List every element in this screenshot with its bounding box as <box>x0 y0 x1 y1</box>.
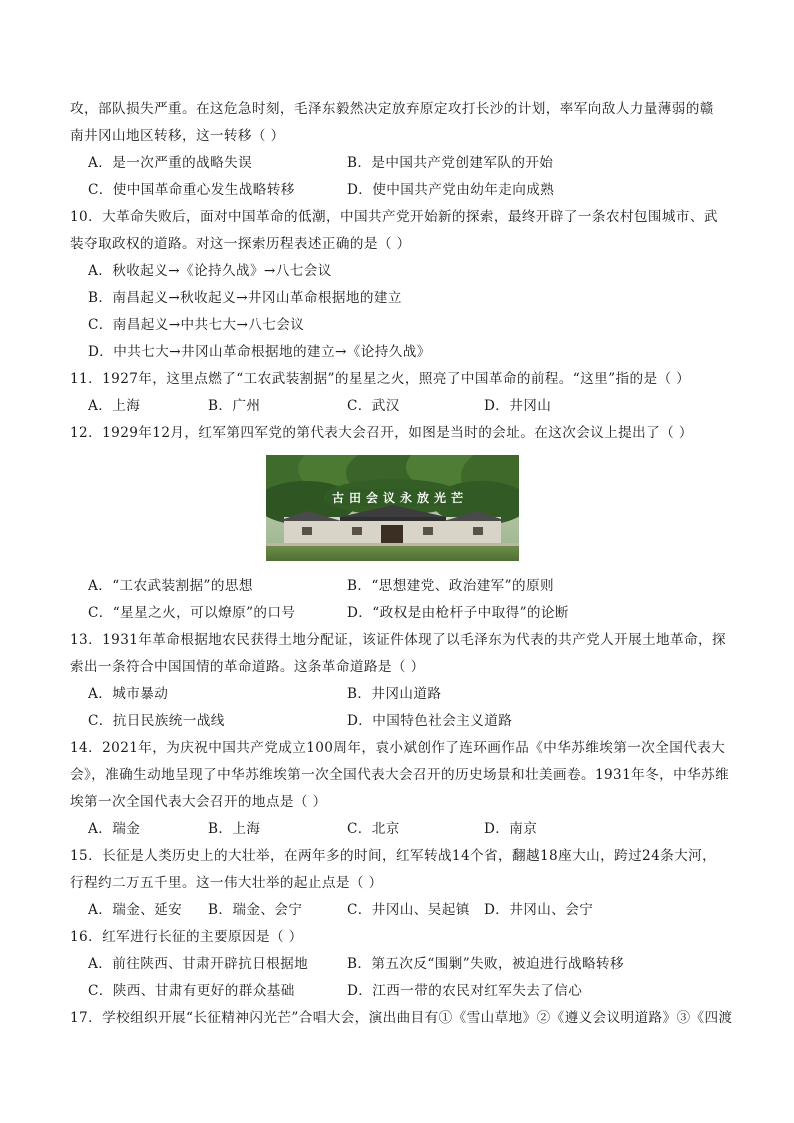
q9-stem-line-2: 南井冈山地区转移，这一转移（ ） <box>70 128 285 144</box>
q14-stem-line-1: 14．2021年，为庆祝中国共产党成立100周年，袁小斌创作了连环画作品《中华苏维埃第一次全国代表大 <box>70 740 726 756</box>
q16-option-b: B．第五次反“围剿”失败，被迫进行战略转移 <box>347 956 624 972</box>
q16-stem-line-1: 16．红军进行长征的主要原因是（ ） <box>70 929 303 945</box>
q15-option-a: A．瑞金、延安 <box>88 902 183 918</box>
q17-stem-line-1: 17．学校组织开展“长征精神闪光芒”合唱大会，演出曲目有①《雪山草地》②《遵义会议明道路》③《四渡 <box>70 1010 733 1026</box>
q9-option-d: D．使中国共产党由幼年走向成熟 <box>347 182 555 198</box>
q10-stem-line-2: 装夺取政权的道路。对这一探索历程表述正确的是（ ） <box>70 236 411 252</box>
q13-stem-line-2: 索出一条符合中国国情的革命道路。这条革命道路是（ ） <box>70 659 425 675</box>
q14-stem-line-2: 会》，准确生动地呈现了中华苏维埃第一次全国代表大会召开的历史场景和壮美画卷。1931年冬，中华苏维 <box>70 767 730 783</box>
q12-option-d: D．“政权是由枪杆子中取得”的论断 <box>347 605 569 621</box>
q15-stem-line-1: 15．长征是人类历史上的大壮举，在两年多的时间，红军转战14个省，翻越18座大山，跨过24条大河， <box>70 848 717 864</box>
q10-stem-line-1: 10．大革命失败后，面对中国革命的低潮，中国共产党开始新的探索，最终开辟了一条农村包围城市、武 <box>70 209 718 225</box>
q13-stem-line-1: 13．1931年革命根据地农民获得土地分配证，该证件体现了以毛泽东为代表的共产党人开展土地革命，探 <box>70 632 727 648</box>
q14-option-a: A．瑞金 <box>88 821 141 837</box>
photo-slogan-sign: 古田会议永放光芒 <box>332 491 469 505</box>
q10-option-a: A．秋收起义→《论持久战》→八七会议 <box>88 263 332 279</box>
q9-option-a: A．是一次严重的战略失误 <box>88 155 253 171</box>
q14-option-c: C．北京 <box>347 821 400 837</box>
q16-option-a: A．前往陕西、甘肃开辟抗日根据地 <box>88 956 309 972</box>
q12-option-a: A．“工农武装割据”的思想 <box>88 578 253 594</box>
q15-stem-line-2: 行程约二万五千里。这一伟大壮举的起止点是（ ） <box>70 875 383 891</box>
q12-option-b: B．“思想建党、政治建军”的原则 <box>347 578 555 594</box>
q15-option-c: C．井冈山、吴起镇 <box>347 902 470 918</box>
q15-option-d: D．井冈山、会宁 <box>484 902 594 918</box>
gutian-meeting-site-photo <box>266 455 519 561</box>
q13-option-d: D．中国特色社会主义道路 <box>347 713 513 729</box>
q9-option-c: C．使中国革命重心发生战略转移 <box>88 182 295 198</box>
q13-option-b: B．井冈山道路 <box>347 686 442 702</box>
q9-stem-line-1: 攻，部队损失严重。在这危急时刻，毛泽东毅然决定放弃原定攻打长沙的计划，率军向敌人力量薄弱的赣 <box>70 101 714 117</box>
q10-option-d: D．中共七大→井冈山革命根据地的建立→《论持久战》 <box>88 344 431 360</box>
q15-option-b: B．瑞金、会宁 <box>208 902 303 918</box>
q16-option-d: D．江西一带的农民对红军失去了信心 <box>347 983 583 999</box>
q11-option-d: D．井冈山 <box>484 398 552 414</box>
q12-stem-line-1: 12．1929年12月，红军第四军党的第代表大会召开，如图是当时的会址。在这次会议上提出了（ ） <box>70 425 693 441</box>
q13-option-c: C．抗日民族统一战线 <box>88 713 225 729</box>
q9-option-b: B．是中国共产党创建军队的开始 <box>347 155 554 171</box>
q13-option-a: A．城市暴动 <box>88 686 169 702</box>
q11-option-c: C．武汉 <box>347 398 400 414</box>
q12-option-c: C．“星星之火，可以燎原”的口号 <box>88 605 296 621</box>
q16-option-c: C．陕西、甘肃有更好的群众基础 <box>88 983 295 999</box>
q14-option-d: D．南京 <box>484 821 538 837</box>
q14-option-b: B．上海 <box>208 821 261 837</box>
q11-option-a: A．上海 <box>88 398 141 414</box>
q14-stem-line-3: 埃第一次全国代表大会召开的地点是（ ） <box>70 794 327 810</box>
q10-option-c: C．南昌起义→中共七大→八七会议 <box>88 317 305 333</box>
q10-option-b: B．南昌起义→秋收起义→井冈山革命根据地的建立 <box>88 290 402 306</box>
q11-option-b: B．广州 <box>208 398 261 414</box>
q11-stem-line-1: 11．1927年，这里点燃了“工农武装割据”的星星之火，照亮了中国革命的前程。“这里”指的是（ ） <box>70 371 691 387</box>
